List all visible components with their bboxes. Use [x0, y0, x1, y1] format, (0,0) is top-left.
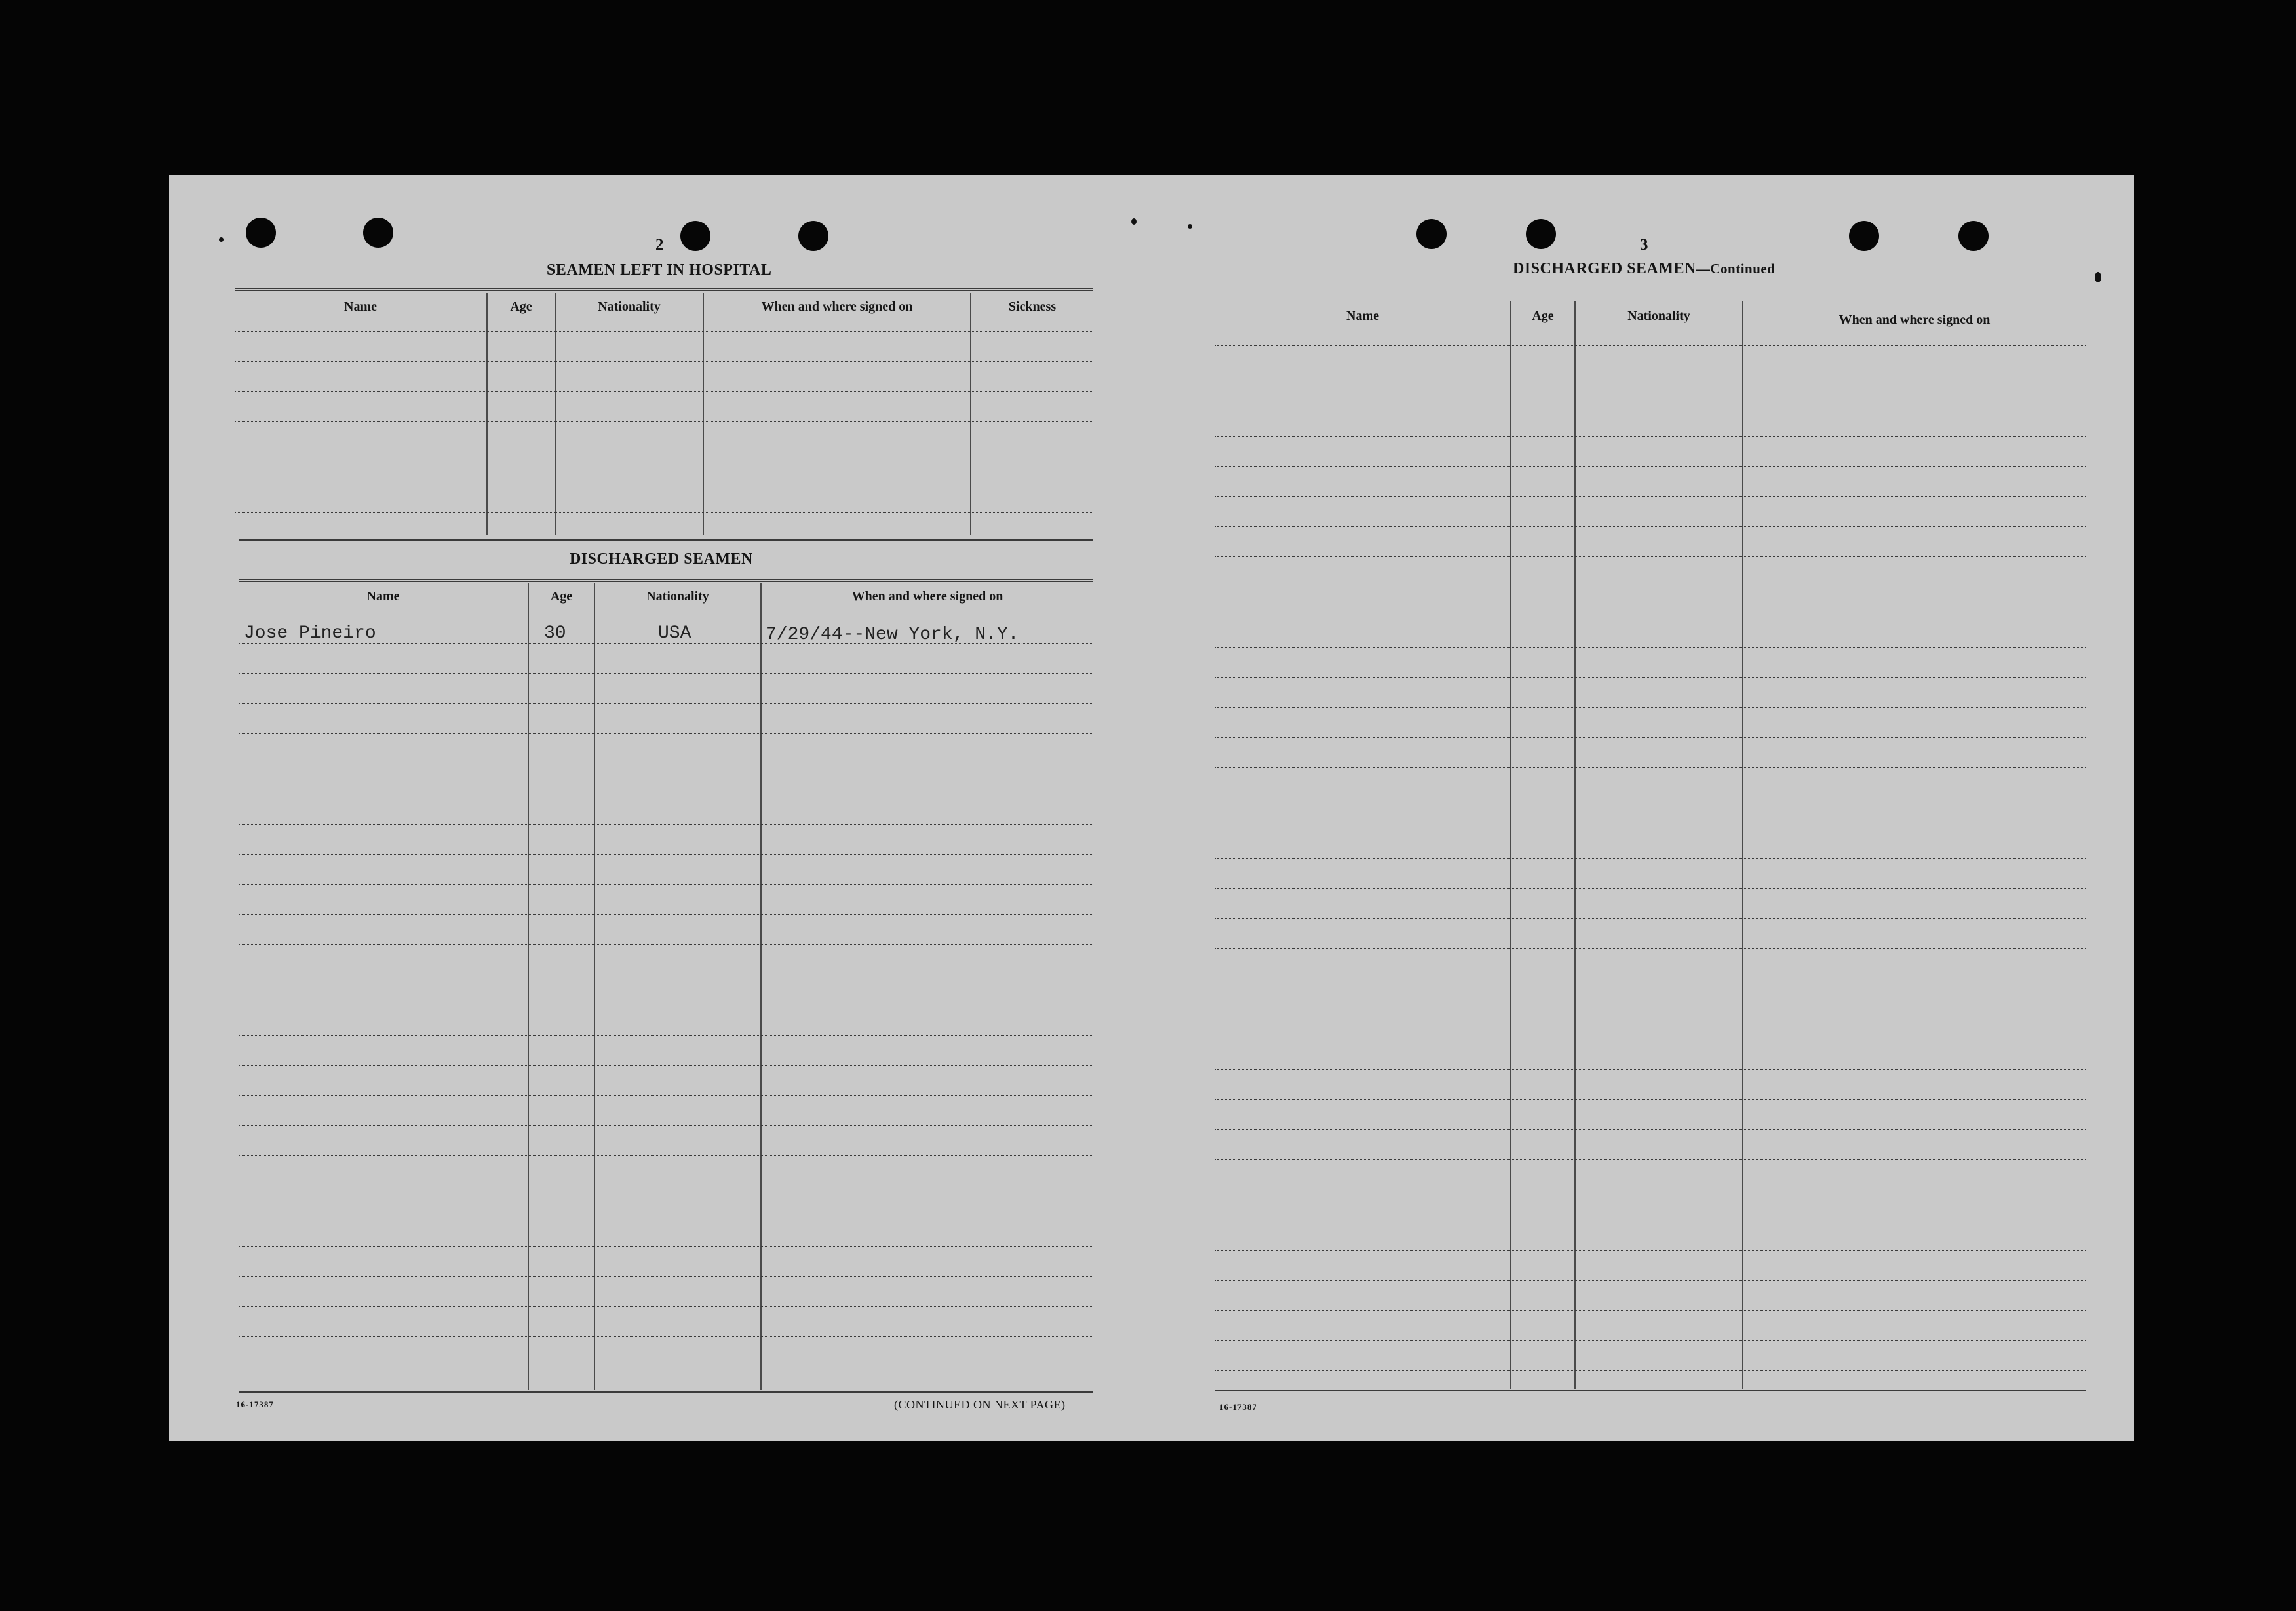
right-form-number: 16-17387 [1219, 1402, 1257, 1412]
discharged-col-signed-on: When and where signed on [851, 589, 1003, 604]
right-title-text: DISCHARGED SEAMEN [1513, 260, 1696, 277]
punch-hole [1958, 221, 1989, 251]
punch-hole [1526, 219, 1556, 249]
hospital-col-sickness: Sickness [1008, 300, 1057, 314]
left-page-number: 2 [655, 236, 664, 254]
row-1-signed-on: 7/29/44--New York, N.Y. [766, 625, 1019, 645]
speck [2095, 272, 2101, 282]
left-form-number: 16-17387 [236, 1399, 274, 1409]
speck [1131, 218, 1137, 225]
continued-note: (CONTINUED ON NEXT PAGE) [894, 1398, 1066, 1411]
hospital-col-age: Age [510, 300, 532, 314]
right-col-name: Name [1346, 309, 1379, 323]
discharged-bottom-rule [239, 1391, 1093, 1393]
hospital-table [235, 293, 1093, 535]
speck [219, 237, 224, 242]
punch-hole [1849, 221, 1879, 251]
punch-hole [680, 221, 710, 251]
punch-hole [363, 218, 393, 248]
speck [1188, 224, 1192, 229]
hospital-col-nationality: Nationality [598, 300, 661, 314]
hospital-top-rule [235, 288, 1093, 291]
punch-hole [798, 221, 828, 251]
discharged-col-nationality: Nationality [646, 589, 709, 604]
right-bottom-rule [1215, 1390, 2086, 1391]
right-section-title [1513, 260, 1775, 278]
discharged-col-age: Age [550, 589, 573, 604]
right-col-nationality: Nationality [1627, 309, 1690, 323]
right-top-rule [1215, 298, 2086, 300]
discharged-top-rule [239, 579, 1093, 582]
right-col-age: Age [1532, 309, 1554, 323]
punch-hole [1416, 219, 1447, 249]
row-1-name: Jose Pineiro [244, 623, 376, 644]
right-page-number: 3 [1640, 236, 1648, 254]
hospital-bottom-rule [239, 539, 1093, 541]
hospital-section-title: SEAMEN LEFT IN HOSPITAL [547, 262, 772, 279]
right-title-suffix: —Continued [1696, 261, 1776, 277]
hospital-col-signed-on: When and where signed on [761, 300, 913, 314]
right-col-signed-on: When and where signed on [1839, 313, 1991, 327]
punch-hole [246, 218, 276, 248]
row-1-age: 30 [544, 623, 566, 644]
discharged-col-name: Name [366, 589, 400, 604]
hospital-col-name: Name [344, 300, 377, 314]
right-discharged-table [1215, 301, 2086, 1389]
discharged-table [239, 583, 1093, 1390]
row-1-nationality: USA [658, 623, 691, 644]
discharged-section-title: DISCHARGED SEAMEN [570, 551, 753, 568]
document-paper [169, 175, 2134, 1441]
